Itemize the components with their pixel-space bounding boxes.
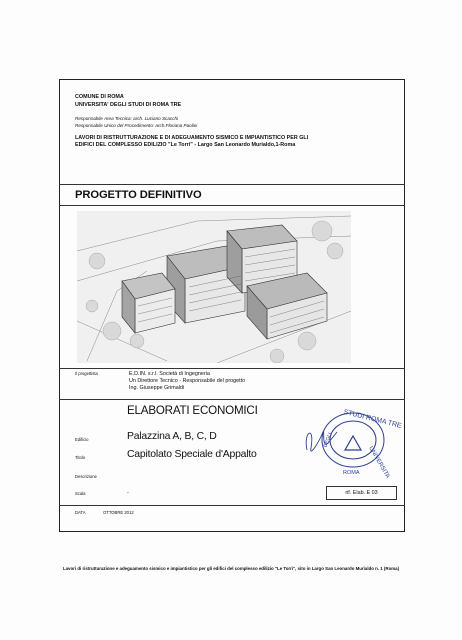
lavori-line-2: EDIFICI DEL COMPLESSO EDILIZIO "Le Torri" - Largo San Leonardo Murialdo,1-Roma <box>75 142 296 148</box>
page-caption: Lavori di ristrutturazione e adeguamento sismico e impiantistico per gli edifici del complesso edilizio "Le Torri", sito in Largo San Leonardo Murialdo n. 1 (Roma) <box>62 566 400 571</box>
project-phase-title: PROGETTO DEFINITIVO <box>75 189 202 201</box>
lavori-line-1: LAVORI DI RISTRUTTURAZIONE E DI ADEGUAMENTO SISMICO E IMPIANTISTICO PER GLI <box>75 135 309 141</box>
divider-bottom <box>59 505 405 506</box>
descrizione-label: Descrizione <box>75 474 97 479</box>
resp-procedimento: Responsabile Unico del Procedimento: arch.Floriana Paolini <box>75 123 198 128</box>
progettista-label: Il progettista <box>75 371 98 376</box>
divider-progettista <box>59 399 405 400</box>
edificio-value: Palazzina A, B, C, D <box>127 431 217 442</box>
divider-top <box>59 184 405 185</box>
data-label: DATA <box>75 510 86 515</box>
progettista-line-2: Un Direttore Tecnico - Responsabile del progetto <box>129 378 246 384</box>
titolo-label: Titolo <box>75 455 86 460</box>
divider-phase <box>59 205 405 206</box>
data-value: OTTOBRE 2012 <box>103 510 134 515</box>
scala-label: Scala <box>75 491 86 496</box>
section-title: ELABORATI ECONOMICI <box>127 404 258 417</box>
progettista-line-1: E.D.IN. s.r.l. Società di Ingegneria <box>129 371 210 377</box>
stamp-left-text: DEGLI <box>322 431 334 449</box>
titolo-value: Capitolato Speciale d'Appalto <box>127 449 257 460</box>
aerial-view-image <box>77 211 351 363</box>
progettista-line-3: Ing. Giuseppe Grimaldi <box>129 385 185 391</box>
universita-title: UNIVERSITA' DEGLI STUDI DI ROMA TRE <box>75 102 182 108</box>
stamp-side-text: UNIVERSITA <box>367 445 391 480</box>
stamp-top-text: STUDI ROMA TRE <box>342 408 403 430</box>
reference-code: rif. Elab. E 03 <box>345 490 378 496</box>
scala-value: - <box>127 490 129 496</box>
edificio-label: Edificio <box>75 437 89 442</box>
divider-photo <box>59 368 405 369</box>
university-stamp <box>285 402 405 482</box>
resp-area-tecnica: Responsabile Area Tecnica: arch. Luciano Scacchi <box>75 116 179 121</box>
reference-box <box>326 486 397 500</box>
stamp-bottom-text: ROMA <box>343 470 360 476</box>
comune-title: COMUNE DI ROMA <box>75 94 124 100</box>
